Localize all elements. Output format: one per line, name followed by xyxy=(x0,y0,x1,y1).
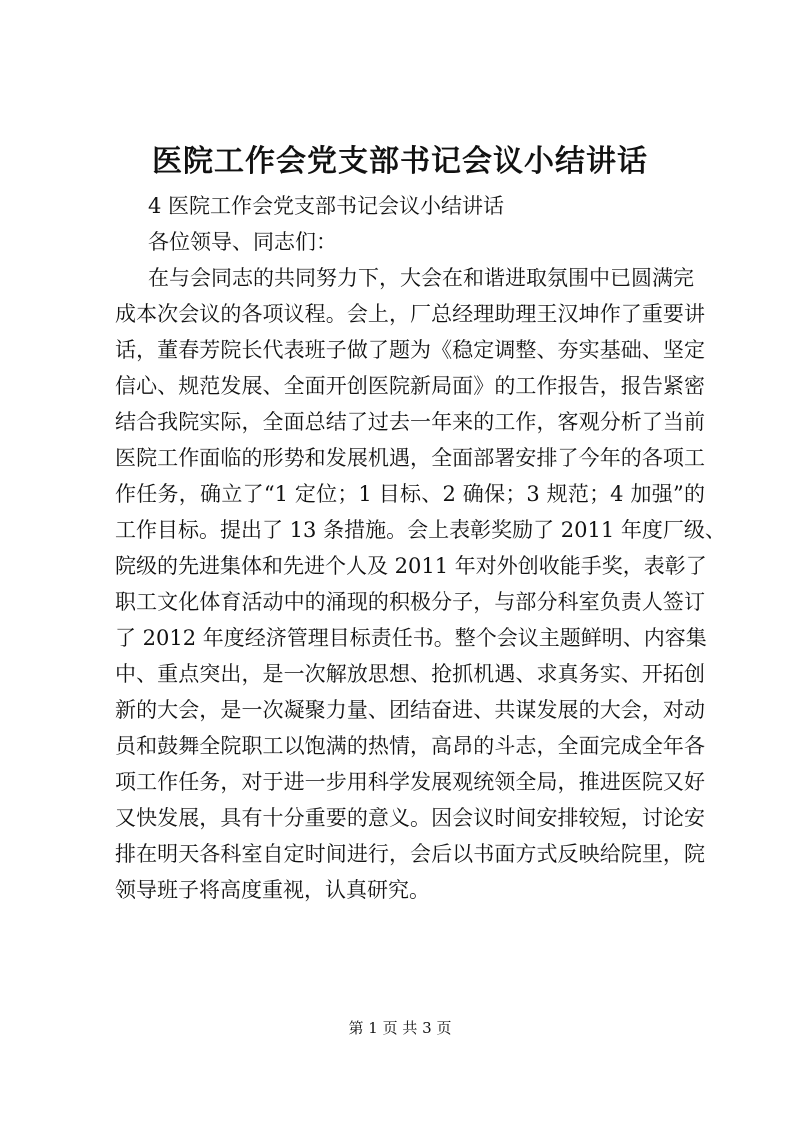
document-body xyxy=(115,188,726,908)
paragraph-line: 了 2012 年度经济管理目标责任书。整个会议主题鲜明、内容集 xyxy=(115,626,707,650)
main-paragraph xyxy=(115,260,726,908)
paragraph-line: 医院工作面临的形势和发展机遇，全面部署安排了今年的各项工 xyxy=(115,446,705,470)
paragraph-line: 结合我院实际，全面总结了过去一年来的工作，客观分析了当前 xyxy=(115,410,705,434)
page-footer: 第 1 页 共 3 页 xyxy=(348,1019,452,1037)
paragraph-line: 在与会同志的共同努力下，大会在和谐进取氛围中已圆满完 xyxy=(148,266,694,290)
paragraph-line: 院级的先进集体和先进个人及 2011 年对外创收能手奖，表彰了 xyxy=(115,554,707,578)
paragraph-line: 中、重点突出，是一次解放思想、抢抓机遇、求真务实、开拓创 xyxy=(115,662,705,686)
paragraph-line: 新的大会，是一次凝聚力量、团结奋进、共谋发展的大会，对动 xyxy=(115,698,705,722)
document-subtitle: 4 医院工作会党支部书记会议小结讲话 xyxy=(148,194,505,218)
salutation: 各位领导、同志们： xyxy=(148,230,337,254)
paragraph-line: 工作目标。提出了 13 条措施。会上表彰奖励了 2011 年度厂级、 xyxy=(115,518,726,542)
document-title: 医院工作会党支部书记会议小结讲话 xyxy=(152,144,648,179)
paragraph-line: 领导班子将高度重视，认真研究。 xyxy=(115,878,430,902)
paragraph-line: 话，董春芳院长代表班子做了题为《稳定调整、夯实基础、坚定 xyxy=(115,338,705,362)
paragraph-line: 作任务，确立了“1 定位；1 目标、2 确保；3 规范；4 加强”的 xyxy=(115,482,705,506)
paragraph-line: 信心、规范发展、全面开创医院新局面》的工作报告，报告紧密 xyxy=(115,374,705,398)
paragraph-line: 成本次会议的各项议程。会上，厂总经理助理王汉坤作了重要讲 xyxy=(115,302,705,326)
paragraph-line: 又快发展，具有十分重要的意义。因会议时间安排较短，讨论安 xyxy=(115,806,705,830)
paragraph-line: 项工作任务，对于进一步用科学发展观统领全局，推进医院又好 xyxy=(115,770,705,794)
paragraph-line: 排在明天各科室自定时间进行，会后以书面方式反映给院里，院 xyxy=(115,842,705,866)
paragraph-line: 员和鼓舞全院职工以饱满的热情，高昂的斗志，全面完成全年各 xyxy=(115,734,705,758)
paragraph-line: 职工文化体育活动中的涌现的积极分子，与部分科室负责人签订 xyxy=(115,590,705,614)
